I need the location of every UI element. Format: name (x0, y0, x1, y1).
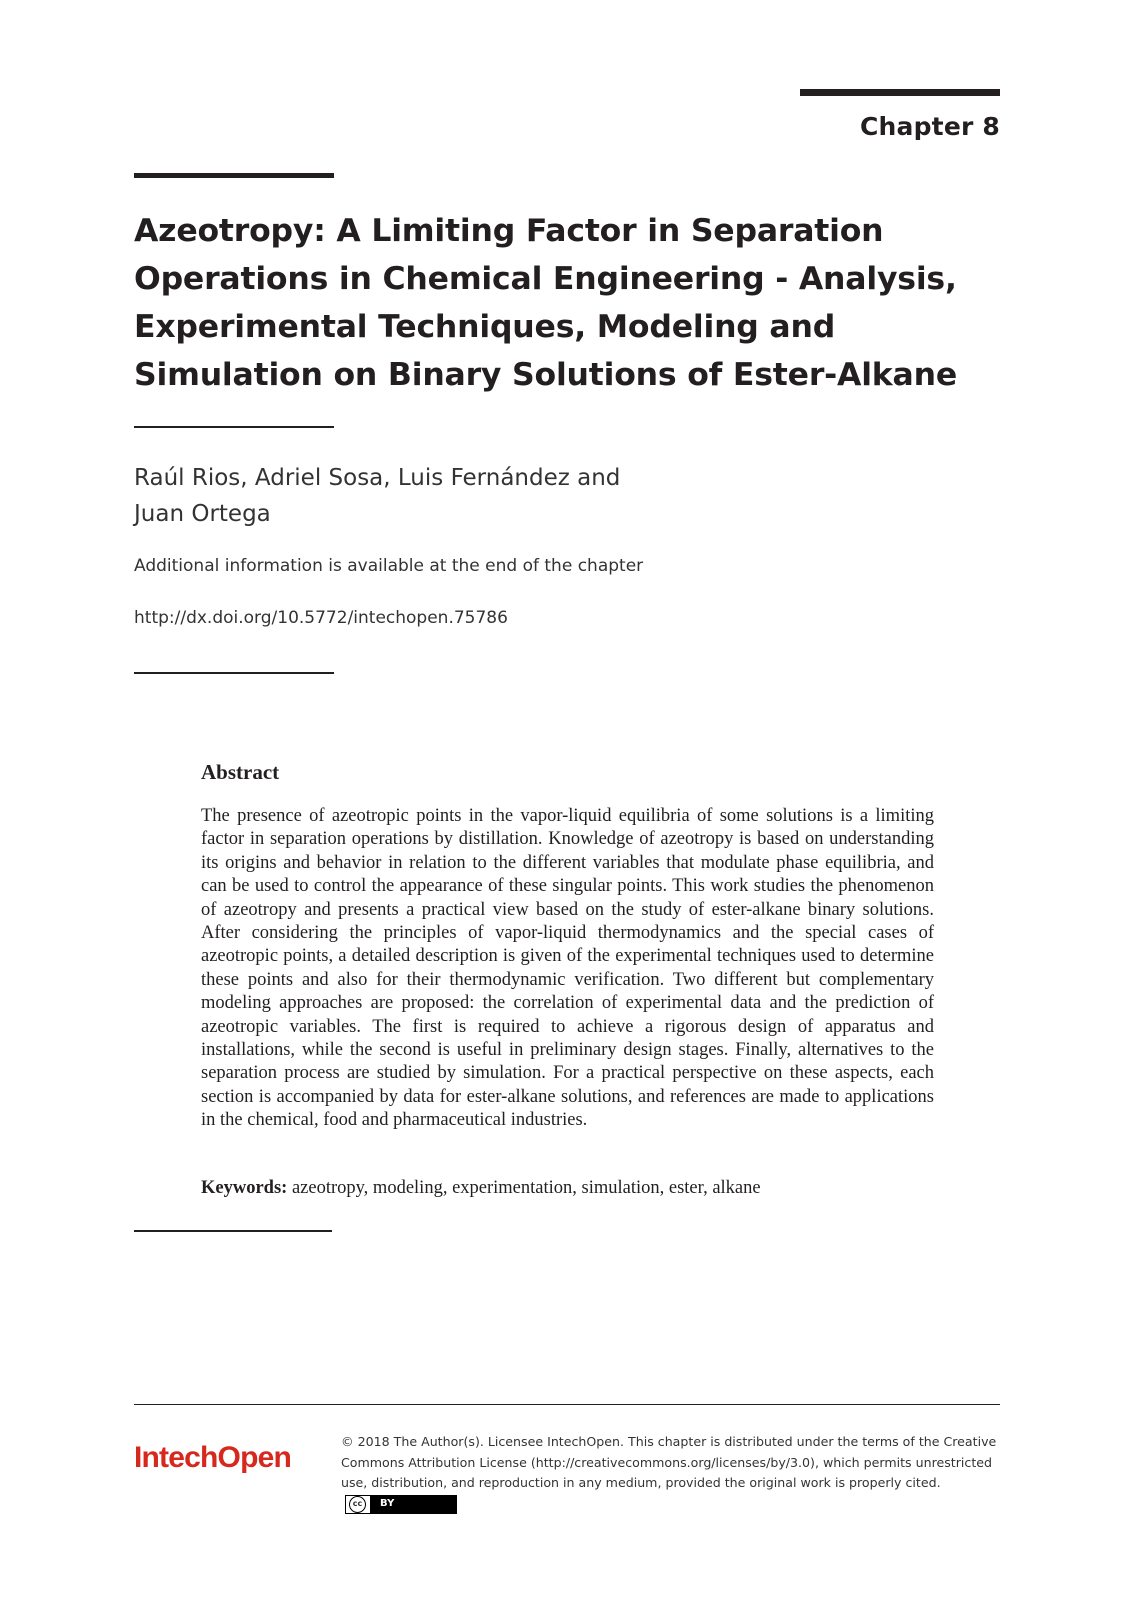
chapter-bar (800, 89, 1000, 96)
doi-link[interactable]: http://dx.doi.org/10.5772/intechopen.75786 (134, 608, 508, 628)
chapter-label: Chapter 8 (859, 112, 1000, 141)
abstract-heading: Abstract (201, 760, 280, 784)
divider-after-doi (134, 672, 334, 674)
license-notice (341, 1432, 1011, 1514)
authors (134, 460, 694, 532)
divider-after-title (134, 426, 334, 428)
footer-rule (134, 1404, 1000, 1405)
title-bar (134, 173, 334, 178)
authors-line-2: Juan Ortega (134, 501, 271, 527)
keywords-list: azeotropy, modeling, experimentation, simulation, ester, alkane (291, 1178, 761, 1198)
cc-by-badge[interactable] (345, 1495, 457, 1514)
chapter-title: Azeotropy: A Limiting Factor in Separation Operations in Chemical Engineering - Analysis, Experimental Techniques, Modeling and Simulation on Binary Solutions of Ester-Alkane (134, 213, 957, 393)
abstract-text: The presence of azeotropic points in the vapor-liquid equilibria of some solutions is a limiting factor in separation operations by distillation. Knowledge of azeotropy is based on understanding its origins and behavior in relation to the different variables that modulate phase equilibria, and can be used to control the appearance of these singular points. This work studies the phenomenon of azeotropy and presents a practical view based on the study of ester-alkane binary solutions. After considering the principles of vapor-liquid thermodynamics and the special cases of azeotropic points, a detailed description is given of the experimental techniques used to determine these points and also for their thermodynamic verification. Two different but complementary modeling approaches are proposed: the correlation of experimental data and the prediction of azeotropic variables. The first is required to achieve a rigorous design of apparatus and installations, while the second is useful in preliminary design stages. Finally, alternatives to the separation process are studied by simulation. For a practical perspective on these aspects, each section is accompanied by data for ester-alkane solutions, and references are made to applications in the chemical, food and pharmaceutical industries. (201, 806, 934, 1131)
cc-icon: cc (349, 1496, 366, 1513)
cc-by-label: BY (370, 1496, 456, 1513)
license-text: © 2018 The Author(s). Licensee IntechOpen. This chapter is distributed under the terms of the Creative Commons Attribution License (http://creativecommons.org/licenses/by/3.0), which permits unrestricted use, distribution, and reproduction in any medium, provided the original work is properly cited. (341, 1434, 997, 1490)
additional-info: Additional information is available at the end of the chapter (134, 556, 644, 576)
intechopen-logo: IntechOpen (134, 1441, 292, 1474)
authors-line-1: Raúl Rios, Adriel Sosa, Luis Fernández and (134, 465, 621, 491)
keywords (201, 1178, 934, 1199)
divider-after-abstract (134, 1230, 332, 1232)
keywords-label: Keywords: (201, 1178, 288, 1198)
